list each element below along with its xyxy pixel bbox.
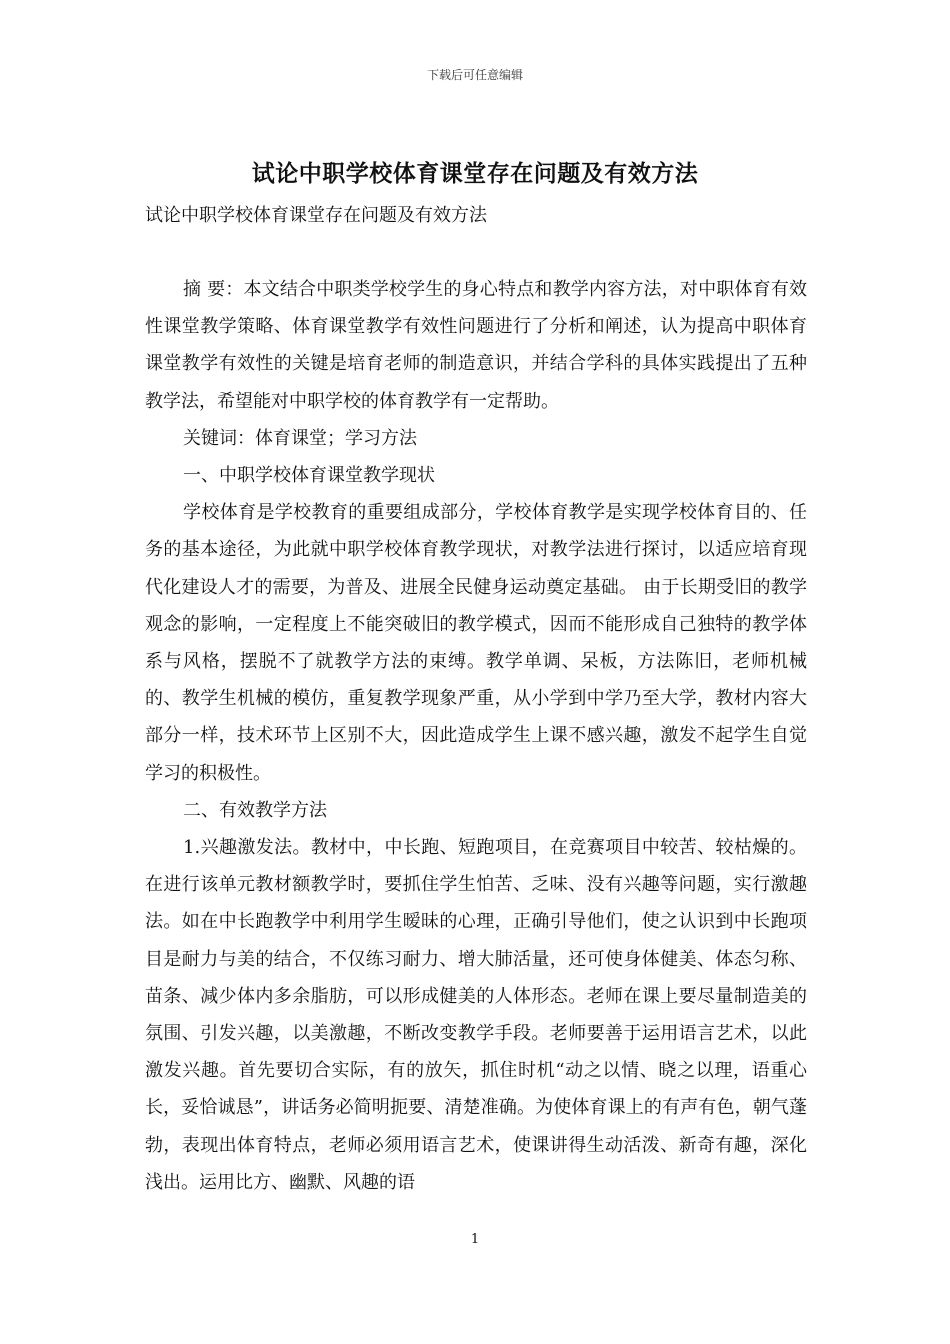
keywords-paragraph: 关键词：体育课堂；学习方法 [183, 427, 417, 449]
abstract-paragraph: 摘 要：本文结合中职类学校学生的身心特点和教学内容方法，对中职体育有效性课堂教学策略、体育课堂教学有效性问题进行了分析和阐述，认为提高中职体育课堂教学有效性的关键是培育老师的制造意识，并结合学科的具体实践提出了五种教学法，希望能对中职学校的体育教学有一定帮助。 [145, 279, 807, 412]
page-number: 1 [470, 1232, 480, 1247]
page-title: 试论中职学校体育课堂存在问题及有效方法 [251, 160, 699, 187]
section-heading-1: 一、中职学校体育课堂教学现状 [183, 465, 435, 487]
header-note: 下载后可任意编辑 [426, 68, 523, 82]
body-paragraph: 1.兴趣激发法。教材中，中长跑、短跑项目，在竞赛项目中较苦、较枯燥的。在进行该单元教材额教学时，要抓住学生怕苦、乏味、没有兴趣等问题，实行激趣法。如在中长跑教学中利用学生暧昧的心理，正确引导他们，使之认识到中长跑项目是耐力与美的结合，不仅练习耐力、增大肺活量，还可使身体健美、体态匀称、苗条、减少体内多余脂肪，可以形成健美的人体形态。老师在课上要尽量制造美的氛围、引发兴趣，以美激趣，不断改变教学手段。老师要善于运用语言艺术，以此激发兴趣。首先要切合实际，有的放矢，抓住时机“动之以情、晓之以理，语重心长，妥恰诚恳”，讲话务必简明扼要、清楚准确。为使体育课上的有声有色，朝气蓬勃，表现出体育特点，老师必须用语言艺术，使课讲得生动活泼、新奇有趣，深化浅出。运用比方、幽默、风趣的语 [145, 837, 807, 1193]
section-heading-2: 二、有效教学方法 [183, 799, 327, 821]
body-paragraph: 学校体育是学校教育的重要组成部分，学校体育教学是实现学校体育目的、任务的基本途径，为此就中职学校体育教学现状，对教学法进行探讨，以适应培育现代化建设人才的需要，为普及、进展全民健身运动奠定基础。 由于长期受旧的教学观念的影响，一定程度上不能突破旧的教学模式，因而不能形成自己独特的教学体系与风格，摆脱不了就教学方法的束缚。教学单调、呆板，方法陈旧，老师机械的、教学生机械的模仿，重复教学现象严重，从小学到中学乃至大学，教材内容大部分一样，技术环节上区别不大，因此造成学生上课不感兴趣，激发不起学生自觉学习的积极性。 [145, 502, 807, 784]
body-text [145, 271, 807, 1201]
page-subtitle: 试论中职学校体育课堂存在问题及有效方法 [145, 205, 487, 226]
